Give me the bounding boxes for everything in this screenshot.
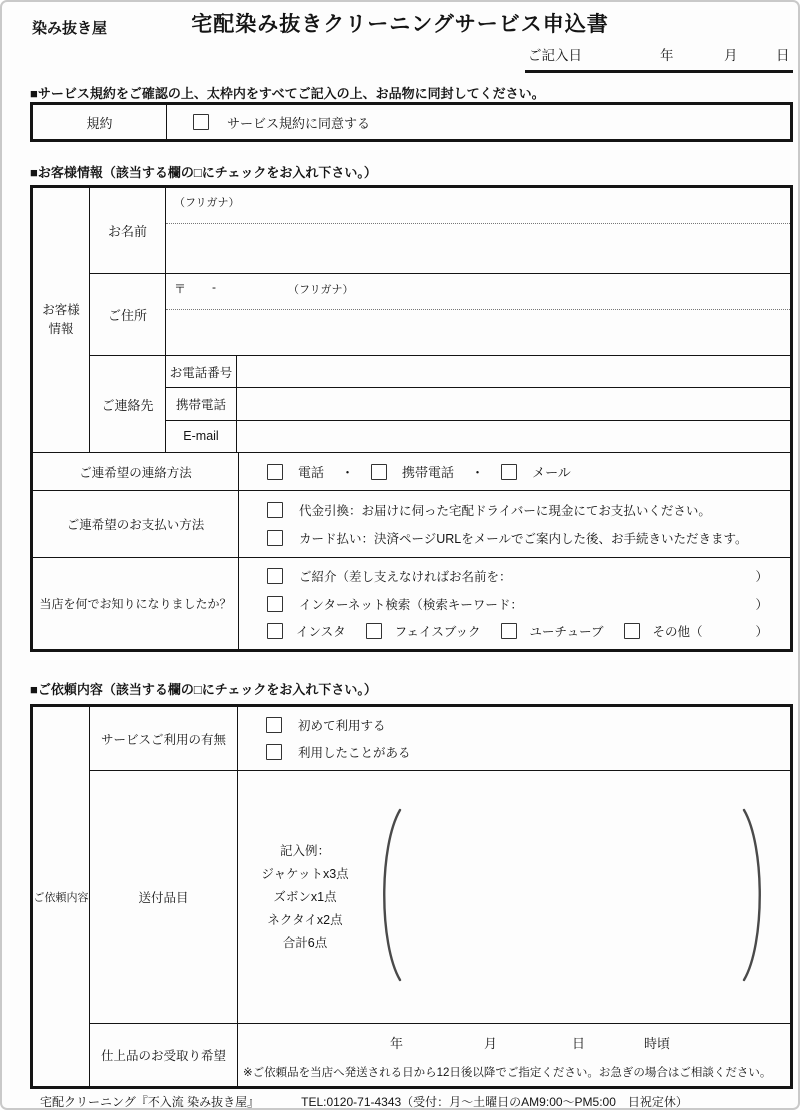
customer-identity-rowgroup: [33, 188, 790, 453]
referral-instagram-checkbox[interactable]: [267, 623, 283, 639]
referral-sns-line: [239, 622, 790, 640]
usage-repeat-label: 利用したことがある: [298, 746, 411, 760]
mobile-row: [166, 388, 790, 420]
receive-label: 仕上品のお受取り希望: [90, 1024, 238, 1086]
payment-card-line: [239, 529, 790, 547]
name-furigana-label: （フリガナ）: [174, 197, 240, 209]
items-example-line: ズボンx1点: [273, 889, 337, 904]
fill-date-year-label: 年: [660, 48, 674, 63]
items-cell: [238, 771, 790, 1023]
address-label: ご住所: [90, 274, 166, 355]
payment-card-checkbox[interactable]: [267, 530, 283, 546]
referral-intro-checkbox[interactable]: [267, 568, 283, 584]
usage-repeat-checkbox[interactable]: [266, 744, 282, 760]
shop-logo: 染み抜き屋: [32, 20, 108, 37]
payment-card-label: カード払い：決済ページURLをメールでご案内した後、お手続きいただきます。: [299, 532, 748, 546]
items-example-line: ジャケットx3点: [261, 866, 349, 881]
postal-mark: 〒: [174, 282, 187, 296]
name-input-area[interactable]: [166, 224, 790, 273]
items-example-line: 合計6点: [282, 935, 328, 950]
referral-search-close-paren: ）: [755, 597, 768, 612]
referral-other-label: その他（: [652, 624, 703, 639]
postal-hyphen: -: [212, 280, 217, 294]
receive-month-label: 月: [484, 1036, 498, 1051]
address-furigana-label: （フリガナ）: [288, 284, 354, 296]
footer-tel: TEL:0120-71-4343（受付：月～土曜日のAM9:00～PM5:00 日祝定休）: [301, 1095, 688, 1109]
usage-repeat-line: [238, 743, 790, 761]
contact-method-mail-label: メール: [532, 465, 571, 480]
referral-intro-line: [239, 567, 790, 585]
customer-section-heading: ■お客様情報（該当する欄の□にチェックをお入れ下さい。）: [30, 165, 377, 180]
request-table: [30, 704, 793, 1089]
right-paren-glyph: [740, 806, 774, 989]
fill-date-input-area[interactable]: [525, 42, 793, 73]
email-row: [166, 421, 790, 452]
contact-label: ご連絡先: [90, 356, 166, 452]
contact-row: [90, 356, 790, 452]
usage-label: サービスご利用の有無: [90, 707, 238, 770]
referral-intro-label: ご紹介（差し支えなければお名前を：: [299, 570, 512, 585]
referral-other-close-paren: ）: [755, 624, 768, 639]
mobile-label: 携帯電話: [166, 388, 237, 419]
referral-instagram-label: インスタ: [296, 624, 346, 639]
receive-time-label: 時頃: [644, 1036, 671, 1051]
phone-label: お電話番号: [166, 356, 237, 387]
contact-method-phone-label: 電話: [298, 465, 325, 480]
receive-date-input-area[interactable]: [238, 1024, 790, 1086]
fill-date-month-label: 月: [724, 48, 738, 63]
receive-year-label: 年: [390, 1036, 404, 1051]
referral-youtube-checkbox[interactable]: [501, 623, 517, 639]
payment-method-options: [239, 491, 790, 557]
instruction-note: ■サービス規約をご確認の上、太枠内をすべてご記入の上、お品物に同封してください。: [30, 86, 545, 101]
address-input-area[interactable]: [166, 310, 790, 355]
option-separator: ・: [471, 465, 485, 480]
customer-group-label-line1: お客様: [42, 303, 80, 318]
request-group-label: ご依頼内容: [33, 707, 90, 1086]
usage-row: [90, 707, 790, 771]
referral-facebook-label: フェイスブック: [394, 624, 481, 639]
referral-other-checkbox[interactable]: [624, 623, 640, 639]
receive-row: [90, 1024, 790, 1086]
terms-row-label: 規約: [33, 105, 167, 139]
email-input-area[interactable]: [237, 421, 790, 452]
contact-method-mobile-checkbox[interactable]: [371, 464, 387, 480]
email-label: E-mail: [166, 421, 237, 452]
payment-method-row: [33, 491, 790, 558]
contact-method-options: [239, 453, 790, 490]
referral-facebook-checkbox[interactable]: [366, 623, 382, 639]
referral-search-label: インターネット検索（検索キーワード：: [299, 597, 523, 612]
form-title: 宅配染み抜きクリーニングサービス申込書: [191, 13, 609, 36]
terms-table: [30, 102, 793, 142]
name-furigana-input-area[interactable]: [166, 188, 790, 224]
terms-agree-cell: [167, 105, 790, 139]
phone-row: [166, 356, 790, 388]
customer-group-label-line2: 情報: [48, 322, 74, 336]
referral-label: 当店を何でお知りになりましたか？: [33, 558, 239, 649]
items-example: [246, 840, 364, 955]
customer-group-label: [33, 188, 90, 452]
address-row: [90, 274, 790, 356]
footer: [40, 1093, 688, 1110]
terms-agree-label: サービス規約に同意する: [227, 115, 371, 131]
usage-first-line: [238, 716, 790, 734]
name-label: お名前: [90, 188, 166, 273]
customer-info-table: [30, 185, 793, 652]
referral-search-checkbox[interactable]: [267, 596, 283, 612]
terms-agree-checkbox[interactable]: [193, 114, 209, 130]
receive-note: ※ご依頼品を当店へ発送される日から12日後以降でご指定ください。お急ぎの場合はご相談ください。: [243, 1067, 772, 1079]
fill-date-day-label: 日: [776, 48, 790, 63]
contact-method-phone-checkbox[interactable]: [267, 464, 283, 480]
phone-input-area[interactable]: [237, 356, 790, 387]
contact-method-mail-checkbox[interactable]: [501, 464, 517, 480]
receive-day-label: 日: [572, 1036, 586, 1051]
usage-first-label: 初めて利用する: [298, 719, 386, 733]
footer-shop-name: 宅配クリーニング『不入流 染み抜き屋』: [40, 1095, 260, 1109]
referral-intro-close-paren: ）: [755, 570, 768, 585]
contact-method-mobile-label: 携帯電話: [402, 465, 455, 480]
option-separator: ・: [341, 465, 355, 480]
usage-first-checkbox[interactable]: [266, 717, 282, 733]
contact-method-row: [33, 453, 790, 491]
fill-date-label: ご記入日: [528, 48, 582, 63]
contact-method-label: ご連希望の連絡方法: [33, 453, 239, 490]
name-row: [90, 188, 790, 274]
referral-search-line: [239, 595, 790, 613]
request-section-heading: ■ご依頼内容（該当する欄の□にチェックをお入れ下さい。）: [30, 682, 377, 697]
payment-cod-checkbox[interactable]: [267, 502, 283, 518]
payment-cod-label: 代金引換：お届けに伺った宅配ドライバーに現金にてお支払いください。: [299, 504, 711, 518]
items-label: 送付品目: [90, 771, 238, 1023]
left-paren-glyph: [370, 806, 404, 989]
items-example-line: 記入例：: [279, 843, 330, 858]
payment-method-label: ご連希望のお支払い方法: [33, 491, 239, 557]
items-row: [90, 771, 790, 1024]
referral-row: [33, 558, 790, 649]
payment-cod-line: [239, 501, 790, 519]
postal-code-input-area[interactable]: [166, 274, 790, 310]
usage-options: [238, 707, 790, 770]
mobile-input-area[interactable]: [237, 388, 790, 419]
items-example-line: ネクタイx2点: [267, 912, 343, 927]
referral-options: [239, 558, 790, 649]
referral-youtube-label: ユーチューブ: [529, 624, 604, 639]
